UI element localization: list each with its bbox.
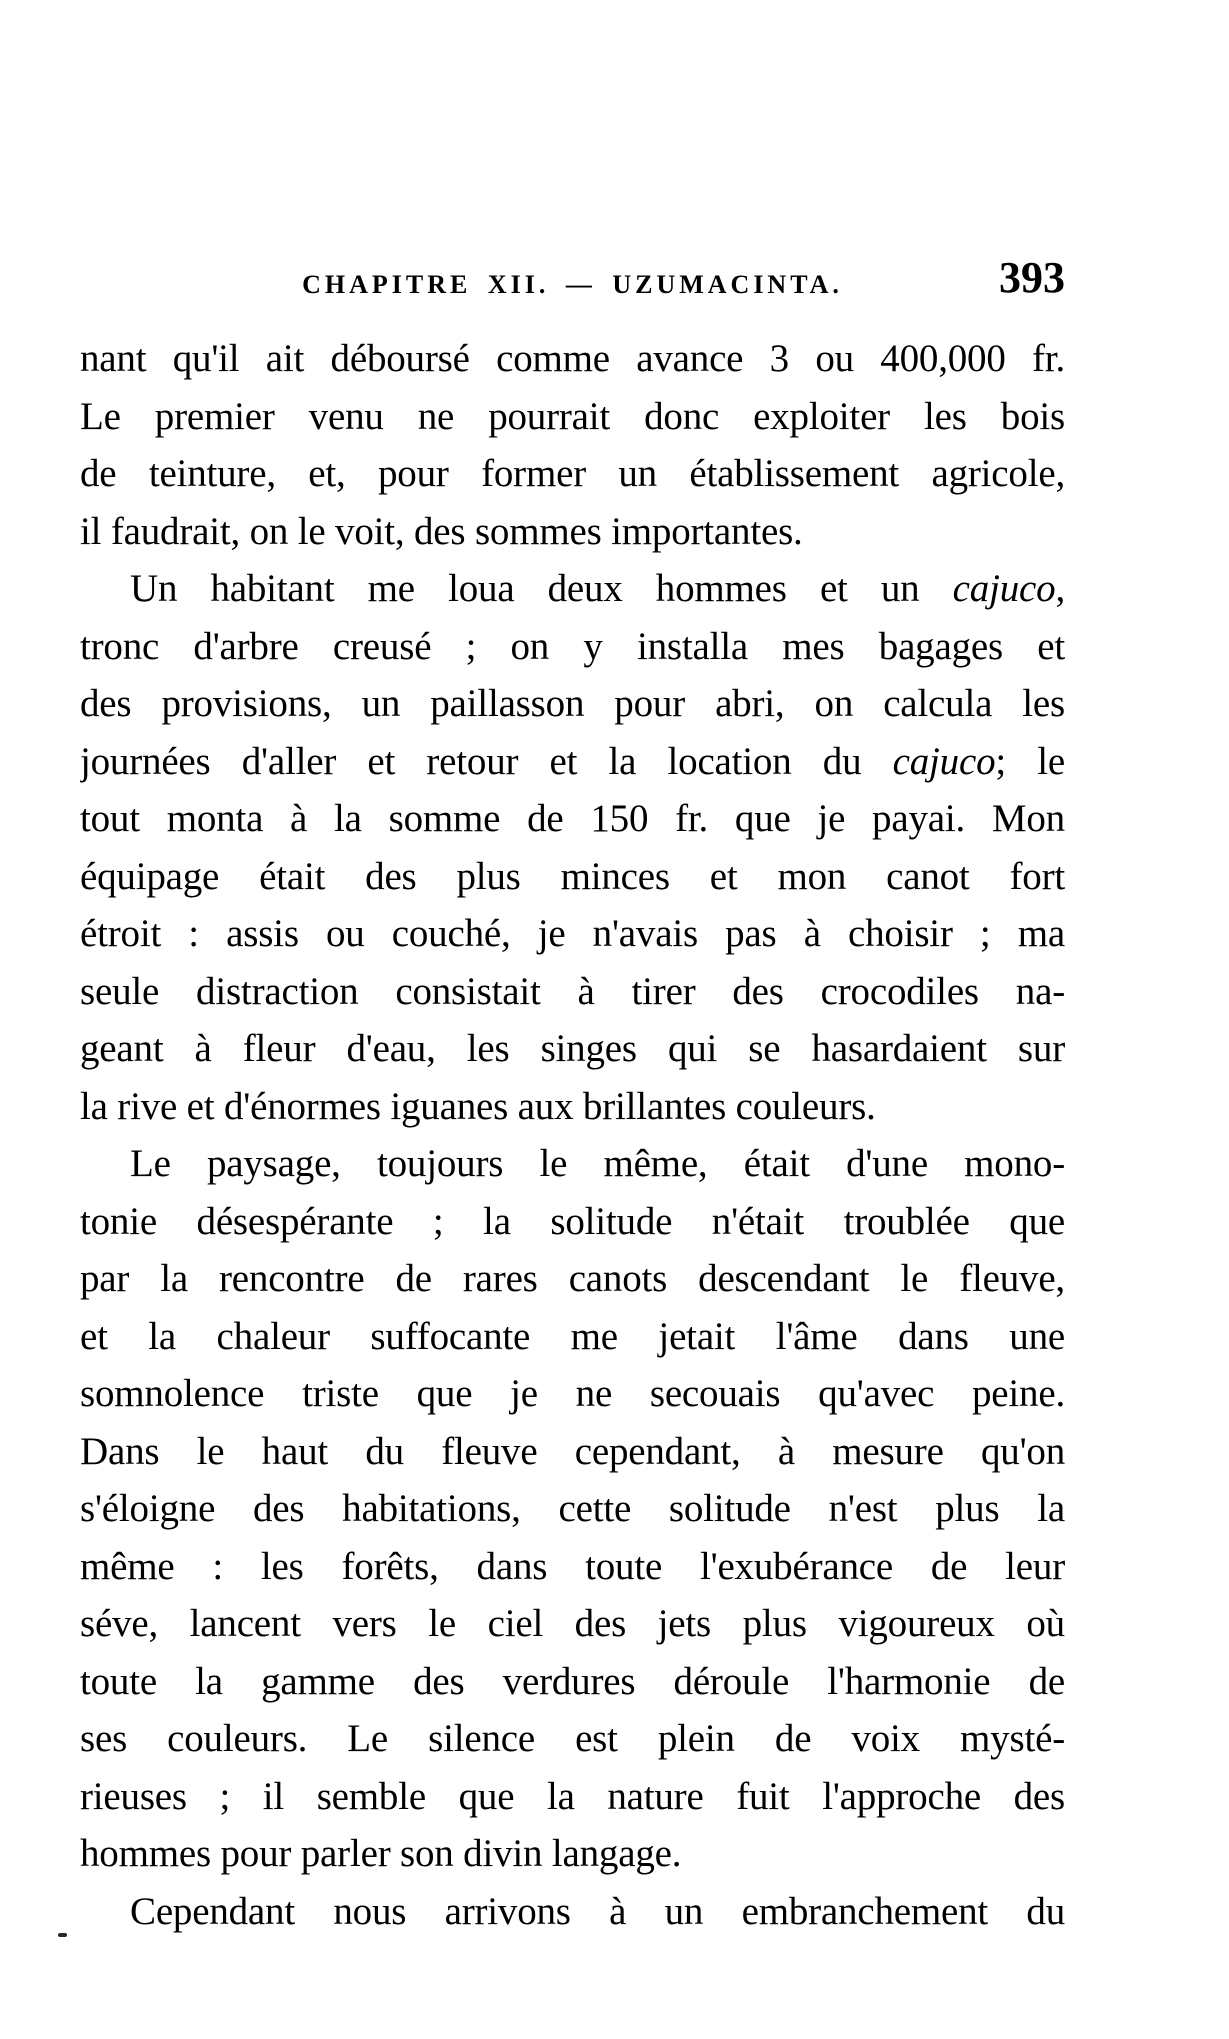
running-header <box>80 253 1065 316</box>
text-line: somnolence triste que je ne secouais qu'avec peine. <box>80 1372 1065 1415</box>
paragraph <box>80 330 1065 560</box>
text-line: Dans le haut du fleuve cependant, à mesure qu'on <box>80 1429 1065 1473</box>
text-line: séve, lancent vers le ciel des jets plus vigoureux où <box>80 1602 1065 1645</box>
text-line: même : les forêts, dans toute l'exubérance de leur <box>80 1544 1065 1588</box>
text-line: Le paysage, toujours le même, était d'une mono- <box>130 1142 1065 1185</box>
text-line: et la chaleur suffocante me jetait l'âme dans une <box>80 1314 1065 1358</box>
text-line: nant qu'il ait déboursé comme avance 3 ou 400,000 fr. <box>80 337 1065 380</box>
scan-artifact <box>58 1933 67 1937</box>
text-line: Le premier venu ne pourrait donc exploiter les bois <box>80 394 1065 438</box>
chapter-header-title: CHAPITRE XII. — UZUMACINTA. <box>302 270 843 299</box>
text-line: s'éloigne des habitations, cette solitude n'est plus la <box>80 1487 1065 1530</box>
text-line: il faudrait, on le voit, des sommes importantes. <box>80 509 803 553</box>
text-line: hommes pour parler son divin langage. <box>80 1832 682 1875</box>
text-line: tout monta à la somme de 150 fr. que je payai. Mon <box>80 797 1065 840</box>
text-line: toute la gamme des verdures déroule l'harmonie de <box>80 1659 1065 1703</box>
paragraph <box>80 1883 1065 1941</box>
page-body <box>80 330 1065 1940</box>
text-line: la rive et d'énormes iguanes aux brillantes couleurs. <box>80 1084 876 1128</box>
text-line: tonie désespérante ; la solitude n'était troublée que <box>80 1199 1065 1243</box>
text-line: des provisions, un paillasson pour abri, on calcula les <box>80 682 1065 725</box>
page-number: 393 <box>999 253 1065 302</box>
italic-term: cajuco <box>892 739 996 783</box>
text-line: rieuses ; il semble que la nature fuit l'approche des <box>80 1774 1065 1818</box>
text-line: Cependant nous arrivons à un embranchement du <box>130 1889 1065 1933</box>
text-line: Un habitant me loua deux hommes et un cajuco, <box>130 567 1065 610</box>
text-line: journées d'aller et retour et la location du cajuco; le <box>80 739 1065 783</box>
text-line: par la rencontre de rares canots descendant le fleuve, <box>80 1257 1065 1300</box>
text-line: équipage était des plus minces et mon canot fort <box>80 854 1065 898</box>
italic-term: cajuco <box>952 567 1056 610</box>
paragraph <box>80 1135 1065 1883</box>
text-line: étroit : assis ou couché, je n'avais pas à choisir ; ma <box>80 912 1065 955</box>
text-line: de teinture, et, pour former un établissement agricole, <box>80 452 1065 495</box>
paragraph <box>80 560 1065 1135</box>
text-line: ses couleurs. Le silence est plein de voix mysté- <box>80 1717 1065 1760</box>
text-line: seule distraction consistait à tirer des crocodiles na- <box>80 969 1065 1013</box>
text-line: tronc d'arbre creusé ; on y installa mes bagages et <box>80 624 1065 668</box>
text-line: geant à fleur d'eau, les singes qui se hasardaient sur <box>80 1027 1065 1070</box>
